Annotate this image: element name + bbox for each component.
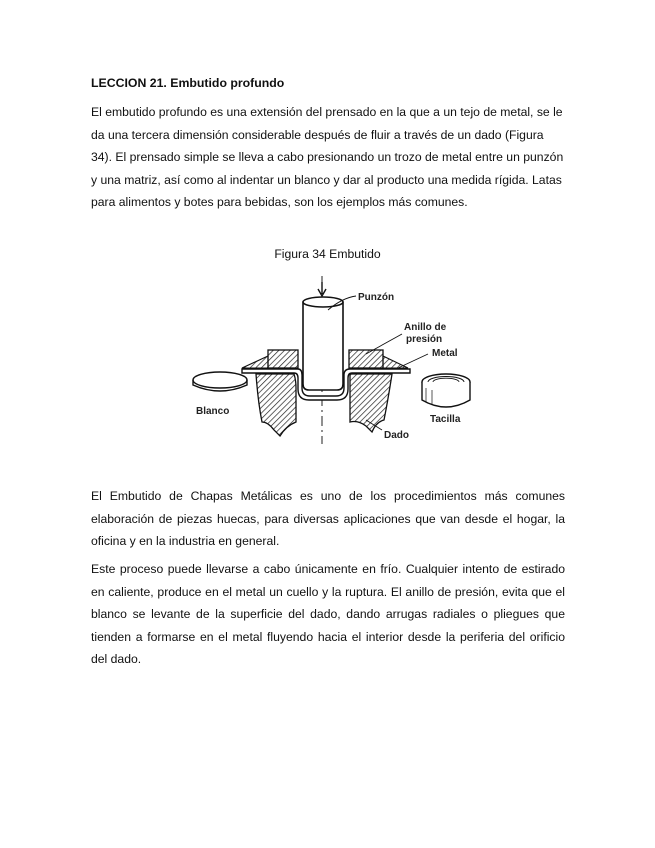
body-paragraph-3: Este proceso puede llevarse a cabo únicamente en frío. Cualquier intento de estirado en caliente, produce en el metal un cuello y la ruptura. El anillo de presión, evita que el blanco se levante de la superficie del dado, dando arrugas radiales o pliegues que tienden a formarse en el metal fluyendo hacia el interior desde la periferia del orificio del dado.	[91, 562, 565, 667]
label-punzon: Punzón	[358, 292, 395, 303]
label-dado: Dado	[384, 430, 409, 441]
cup-drawing	[422, 374, 470, 407]
label-metal: Metal	[432, 348, 458, 359]
figure-caption: Figura 34 Embutido	[274, 247, 381, 261]
punch-shape	[303, 282, 343, 390]
label-tacilla: Tacilla	[430, 414, 461, 425]
leader-metal	[398, 354, 428, 368]
label-anillo-line1: Anillo de	[404, 322, 447, 333]
pressure-ring-left	[268, 350, 298, 368]
lesson-heading: LECCION 21. Embutido profundo	[91, 76, 285, 90]
deep-drawing-figure	[170, 272, 490, 450]
blank-disc	[193, 372, 247, 391]
pressure-ring-right	[349, 350, 383, 368]
label-blanco: Blanco	[196, 406, 230, 417]
die-left	[256, 374, 296, 436]
intro-paragraph: El embutido profundo es una extensión del prensado en la que a un tejo de metal, se le da una tercera dimensión considerable después de fluir a través de un dado (Figura 34). El prensado simple se lleva a cabo presionando un trozo de metal entre un punzón y una matriz, así como al indentar un blanco y dar al producto una medida rígida. Latas para alimentos y botes para bebidas, son los ejemplos más comunes.	[91, 105, 564, 210]
body-paragraph-2: El Embutido de Chapas Metálicas es uno de los procedimientos más comunes elaboración de piezas huecas, para diversas aplicaciones que van desde el hogar, la oficina y en la industria en general.	[91, 489, 565, 549]
label-anillo-line2: presión	[406, 334, 443, 345]
leader-anillo	[366, 334, 402, 354]
